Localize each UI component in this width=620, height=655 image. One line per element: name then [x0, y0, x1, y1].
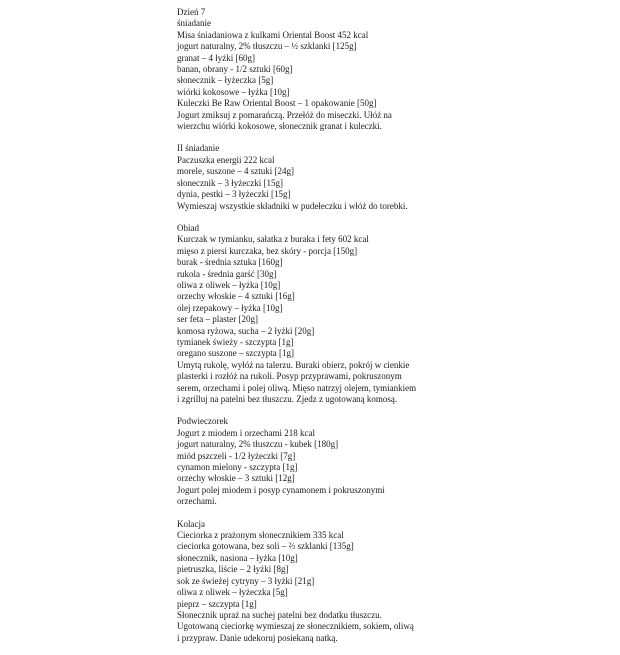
ingredient-line: granat – 4 łyżki [60g]: [177, 52, 255, 63]
instructions-text: Jogurt zmiksuj z pomarańczą. Przełóż do miseczki. Ułóż na wierzchu wiórki kokosowe, słonecznik granat i kuleczki.: [177, 109, 392, 132]
ingredient-line: oregano suszone – szczypta [1g]: [177, 348, 294, 359]
dish-name: Kurczak w tymianku, sałatka z buraka i fety 602 kcal: [177, 234, 369, 245]
ingredient-line: jogurt naturalny, 2% tłuszczu – ½ szklanki [125g]: [177, 41, 357, 52]
instructions-text: Wymieszaj wszystkie składniki w pudełeczku i włóż do torebki.: [177, 200, 408, 211]
ingredient-line: słonecznik – łyżeczka [5g]: [177, 75, 274, 86]
ingredient-line: banan, obrany - 1/2 sztuki [60g]: [177, 64, 293, 75]
ingredient-line: sok ze świeżej cytryny – 3 łyżki [21g]: [177, 575, 315, 586]
instructions-text: Słonecznik upraż na suchej patelni bez dodatku tłuszczu. Ugotowaną cieciorkę wymieszaj ze słonecznikiem, sokiem, oliwą i przypraw. Danie udekoruj posiekaną natką.: [177, 609, 414, 643]
dish-name: Cieciorka z prażonym słonecznikiem 335 kcal: [177, 530, 344, 541]
dish-name: Jogurt z miodem i orzechami 218 kcal: [177, 427, 315, 438]
day-title: Dzień 7: [177, 7, 206, 17]
meal-section-lunch: [177, 223, 417, 406]
instructions-text: Umytą rukolę, wyłóż na talerzu. Buraki obierz, pokrój w cienkie plasterki i rozłóż na rukoli. Posyp przyprawami, pokruszonym serem, orzechami i polej oliwą. Mięso natrzyj olejem, tymiankiem i zgrilluj na patelni bez tłuszczu. Zjedz z ugotowaną komosą.: [177, 359, 417, 404]
ingredient-line: orzechy włoskie – 3 sztuki [12g]: [177, 473, 295, 484]
meal-section-dinner: [177, 519, 417, 644]
ingredient-line: Kuleczki Be Raw Oriental Boost – 1 opakowanie [50g]: [177, 98, 377, 109]
ingredient-line: dynia, pestki – 3 łyżeczki [15g]: [177, 189, 291, 200]
dish-name: Misa śniadaniowa z kulkami Oriental Boost 452 kcal: [177, 29, 369, 40]
meal-title: II śniadanie: [177, 143, 220, 154]
ingredient-line: oliwa z oliwek – łyżeczka [5g]: [177, 587, 288, 598]
ingredient-line: cieciorka gotowana, bez soli – ⅔ szklanki [135g]: [177, 541, 354, 552]
ingredient-line: burak - średnia sztuka [160g]: [177, 257, 283, 268]
ingredient-line: tymianek świeży - szczypta [1g]: [177, 336, 294, 347]
meal-title: śniadanie: [177, 18, 211, 29]
ingredient-line: słonecznik, nasiona – łyżka [10g]: [177, 552, 298, 563]
ingredient-line: pieprz – szczypta [1g]: [177, 598, 257, 609]
ingredient-line: olej rzepakowy – łyżka [10g]: [177, 302, 283, 313]
instructions-text: Jogurt polej miodem i posyp cynamonem i pokruszonymi orzechami.: [177, 484, 385, 507]
ingredient-line: rukola - średnia garść [30g]: [177, 268, 277, 279]
meal-section-second-breakfast: [177, 143, 417, 211]
meal-title: Kolacja: [177, 518, 205, 529]
dish-name: Paczuszka energii 222 kcal: [177, 154, 275, 165]
ingredient-line: mięso z piersi kurczaka, bez skóry - porcja [150g]: [177, 245, 358, 256]
meal-title: Obiad: [177, 222, 199, 233]
meal-title: Podwieczorek: [177, 416, 228, 427]
ingredient-line: cynamon mielony - szczypta [1g]: [177, 462, 298, 473]
ingredient-line: morele, suszone – 4 sztuki [24g]: [177, 166, 294, 177]
ingredient-line: orzechy włoskie – 4 sztuki [16g]: [177, 291, 295, 302]
ingredient-line: miód pszczeli - 1/2 łyżeczki [7g]: [177, 450, 296, 461]
ingredient-line: ser feta – plaster [20g]: [177, 314, 258, 325]
ingredient-line: słonecznik – 3 łyżeczki [15g]: [177, 177, 283, 188]
ingredient-line: pietruszka, liście – 2 łyżki [8g]: [177, 564, 289, 575]
meal-section-breakfast: [177, 18, 417, 132]
ingredient-line: komosa ryżowa, sucha – 2 łyżki [20g]: [177, 325, 315, 336]
ingredient-line: oliwa z oliwek – łyżka [10g]: [177, 279, 281, 290]
meal-section-snack: [177, 416, 417, 507]
ingredient-line: jogurt naturalny, 2% tłuszczu - kubek [180g]: [177, 439, 339, 450]
meal-plan-document: [177, 7, 417, 655]
ingredient-line: wiórki kokosowe – łyżka [10g]: [177, 86, 290, 97]
